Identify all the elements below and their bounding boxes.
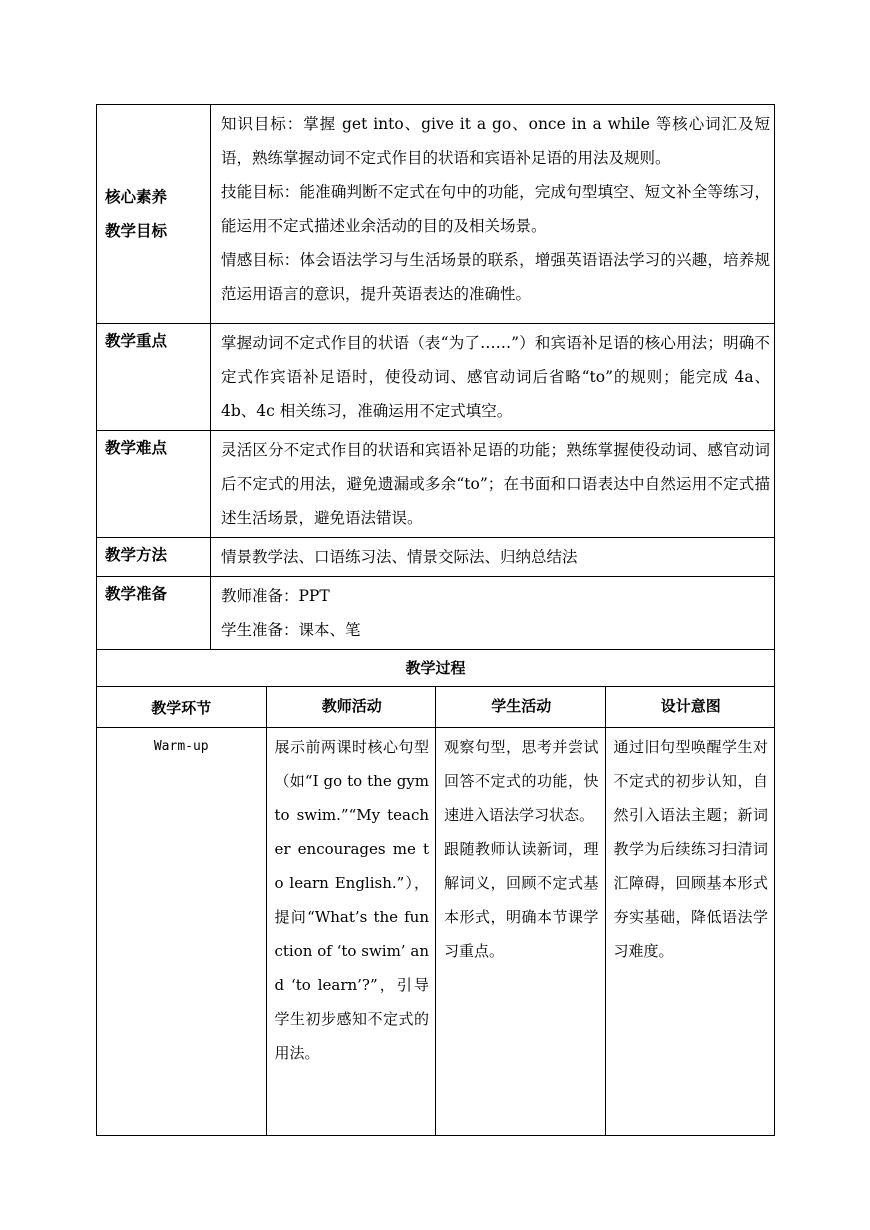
difficulties-row <box>97 431 775 538</box>
difficulties-label: 教学难点 <box>97 431 211 538</box>
header-intent: 设计意图 <box>605 687 775 728</box>
teacher-preparation: 教师准备：PPT <box>221 587 330 605</box>
student-activity-text-1: 观察句型，思考并尝试回答不定式的功能，快速进入语法学习状态。 <box>444 738 599 824</box>
process-header-row <box>97 687 775 728</box>
preparation-content <box>211 577 775 650</box>
process-title: 教学过程 <box>97 650 775 687</box>
lesson-info-table <box>96 104 775 650</box>
preparation-row <box>97 577 775 650</box>
process-title-row <box>97 650 775 687</box>
lesson-plan-sheet <box>96 104 775 1136</box>
knowledge-goal: 知识目标：掌握 get into、give it a go、once in a while 等核心词汇及短语，熟练掌握动词不定式作目的状语和宾语补足语的用法及规则。 <box>221 115 770 167</box>
goals-label <box>97 105 211 324</box>
header-teacher: 教师活动 <box>266 687 436 728</box>
goals-content <box>211 105 775 324</box>
key-points-row <box>97 324 775 431</box>
student-activity-text-2: 跟随教师认读新词，理解词义，回顾不定式基本形式，明确本节课学习重点。 <box>444 840 599 960</box>
emotion-goal: 情感目标：体会语法学习与生活场景的联系，增强英语语法学习的兴趣，培养规范运用语言的意识，提升英语表达的准确性。 <box>221 251 770 303</box>
difficulties-text: 灵活区分不定式作目的状语和宾语补足语的功能；熟练掌握使役动词、感官动词后不定式的用法，避免遗漏或多余“to”；在书面和口语表达中自然运用不定式描述生活场景，避免语法错误。 <box>221 441 770 527</box>
goals-label-line1: 核心素养 <box>105 188 168 206</box>
difficulties-content <box>211 431 775 538</box>
key-points-text: 掌握动词不定式作目的状语（表“为了……”）和宾语补足语的核心用法；明确不定式作宾语补足语时，使役动词、感官动词后省略“to”的规则；能完成 4a、4b、4c 相关练习，准确运用不定式填空。 <box>221 334 770 420</box>
methods-row <box>97 538 775 577</box>
table-row <box>97 728 775 1136</box>
key-points-label: 教学重点 <box>97 324 211 431</box>
design-intent-text: 通过旧句型唤醒学生对不定式的初步认知，自然引入语法主题；新词教学为后续练习扫清词汇障碍，回顾基本形式夯实基础，降低语法学习难度。 <box>613 738 768 960</box>
methods-text: 情景教学法、口语练习法、情景交际法、归纳总结法 <box>221 548 578 566</box>
header-stage: 教学环节 <box>97 687 267 728</box>
goals-row <box>97 105 775 324</box>
process-table <box>96 649 775 1136</box>
teacher-activity-text: 展示前两课时核心句型（如“I go to the gym to swim.”“My teacher encourages me to learn English.”），提问“What’s the function of ‘to swim’ and ‘to learn’?”，引导学生初步感知不定式的用法。 <box>274 738 429 1062</box>
stage-cell: Warm-up <box>97 728 267 1136</box>
design-intent-cell <box>605 728 775 1136</box>
student-activity-cell <box>436 728 606 1136</box>
preparation-label: 教学准备 <box>97 577 211 650</box>
key-points-content <box>211 324 775 431</box>
goals-label-line2: 教学目标 <box>105 222 168 240</box>
header-student: 学生活动 <box>436 687 606 728</box>
methods-content <box>211 538 775 577</box>
student-preparation: 学生准备：课本、笔 <box>221 621 361 639</box>
methods-label: 教学方法 <box>97 538 211 577</box>
teacher-activity-cell <box>266 728 436 1136</box>
skill-goal: 技能目标：能准确判断不定式在句中的功能，完成句型填空、短文补全等练习，能运用不定式描述业余活动的目的及相关场景。 <box>221 183 770 235</box>
